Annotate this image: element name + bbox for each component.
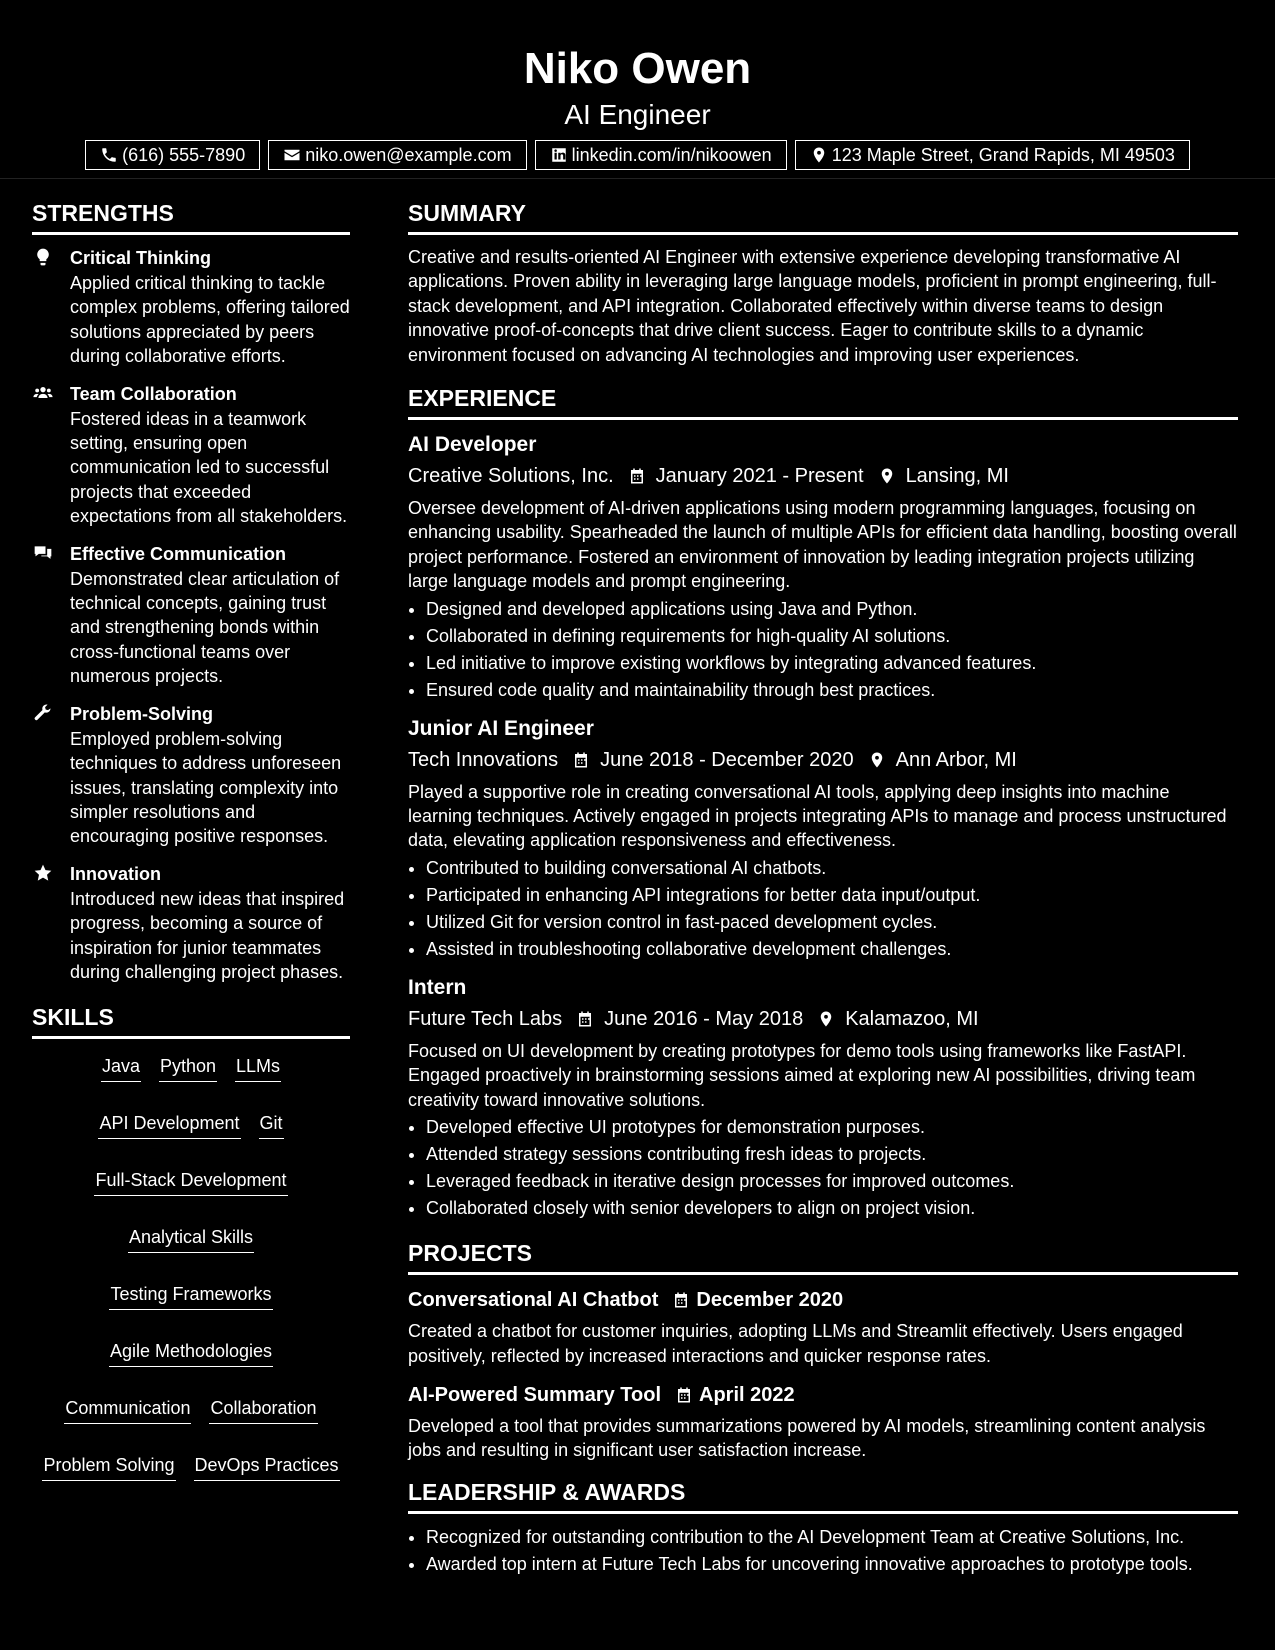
contact-linkedin[interactable] bbox=[535, 140, 787, 170]
list-item: • Awarded top intern at Future Tech Labs for uncovering innovative approaches to prototype tools. bbox=[426, 1551, 1238, 1578]
job-location: Kalamazoo, MI bbox=[845, 1007, 979, 1030]
job-meta bbox=[408, 1003, 1238, 1035]
calendar-icon bbox=[675, 1386, 693, 1404]
right-column bbox=[408, 196, 1238, 1578]
project-date: December 2020 bbox=[696, 1289, 844, 1312]
project-header bbox=[408, 1285, 1238, 1315]
skill-tag: Java bbox=[101, 1053, 141, 1082]
job-description: Oversee development of AI-driven applications using modern programming languages, focusing on enhancing usability. Spearheaded the launch of multiple APIs for efficient data handling, boosting overall project performance. Fostered an environment of innovation by leading integration projects utilizing large language models and prompt engineering. bbox=[408, 498, 1237, 592]
project-entry bbox=[408, 1380, 1238, 1463]
project-description: Developed a tool that provides summarizations powered by AI models, streamlining content analysis jobs and resulting in significant user satisfaction increase. bbox=[408, 1415, 1206, 1461]
strength-title: Problem-Solving bbox=[70, 703, 214, 724]
header-divider bbox=[0, 178, 1275, 179]
resume-header bbox=[0, 0, 1275, 170]
job-entry bbox=[408, 973, 1238, 1222]
skill-tag: Problem Solving bbox=[42, 1452, 175, 1481]
contact-phone[interactable] bbox=[85, 140, 260, 170]
list-item: • Designed and developed applications using Java and Python. bbox=[426, 596, 1238, 623]
map-pin-icon bbox=[878, 467, 896, 485]
project-date: April 2022 bbox=[699, 1383, 795, 1406]
job-company: Future Tech Labs bbox=[408, 1007, 563, 1030]
list-item: • Contributed to building conversational AI chatbots. bbox=[426, 855, 1238, 882]
job-location: Lansing, MI bbox=[905, 465, 1009, 488]
list-item: • Attended strategy sessions contributing fresh ideas to projects. bbox=[426, 1141, 1238, 1168]
lightbulb-icon bbox=[32, 247, 54, 267]
contact-phone-text: (616) 555-7890 bbox=[122, 145, 246, 165]
star-icon bbox=[32, 863, 54, 883]
job-bullets bbox=[408, 596, 1238, 704]
contact-email[interactable] bbox=[268, 140, 526, 170]
summary-text: Creative and results-oriented AI Engineer with extensive experience developing transformative AI applications. Proven ability in leveraging large language models, proficient in prompt engineering, full-stack development, and API integration. Collaborated effectively within diverse teams to design innovative proof-of-concepts that drive client success. Eager to contribute skills to a dynamic environment focused on advancing AI technologies and improving user experiences. bbox=[408, 247, 1217, 365]
strength-description: Fostered ideas in a teamwork setting, ensuring open communication led to successful projects that exceeded expectations from all stakeholders. bbox=[70, 408, 348, 527]
contact-email-text: niko.owen@example.com bbox=[305, 145, 512, 165]
strength-title: Team Collaboration bbox=[70, 383, 237, 404]
list-item: • Leveraged feedback in iterative design processes for improved outcomes. bbox=[426, 1168, 1238, 1195]
job-role: Junior AI Engineer bbox=[408, 716, 594, 740]
project-header bbox=[408, 1380, 1238, 1410]
job-bullets bbox=[408, 1114, 1238, 1222]
envelope-icon bbox=[283, 146, 301, 164]
job-entry bbox=[408, 714, 1238, 963]
list-item: • Led initiative to improve existing workflows by integrating advanced features. bbox=[426, 650, 1238, 677]
job-bullets bbox=[408, 855, 1238, 963]
list-item: • Recognized for outstanding contribution to the AI Development Team at Creative Solutions, Inc. bbox=[426, 1524, 1238, 1551]
job-meta bbox=[408, 460, 1238, 492]
calendar-icon bbox=[672, 1291, 690, 1309]
skill-tag: API Development bbox=[98, 1110, 240, 1139]
skill-tag: LLMs bbox=[235, 1053, 281, 1082]
skill-tag: Git bbox=[259, 1110, 284, 1139]
comments-icon bbox=[32, 543, 54, 563]
strength-description: Applied critical thinking to tackle complex problems, offering tailored solutions appreciated by peers during collaborative efforts. bbox=[70, 273, 350, 367]
wrench-icon bbox=[32, 703, 54, 723]
project-title: AI-Powered Summary Tool bbox=[408, 1383, 662, 1406]
left-column bbox=[32, 196, 350, 1481]
contact-bar bbox=[0, 140, 1275, 170]
job-role: Intern bbox=[408, 975, 467, 999]
skill-tag: Testing Frameworks bbox=[109, 1281, 272, 1310]
strength-item bbox=[32, 381, 350, 529]
skill-tag: Python bbox=[159, 1053, 217, 1082]
experience-heading: EXPERIENCE bbox=[408, 381, 1238, 420]
skills-heading: SKILLS bbox=[32, 1000, 350, 1039]
project-entry bbox=[408, 1285, 1238, 1368]
contact-address-text: 123 Maple Street, Grand Rapids, MI 49503 bbox=[831, 145, 1175, 165]
project-title: Conversational AI Chatbot bbox=[408, 1289, 659, 1312]
strength-description: Demonstrated clear articulation of technical concepts, gaining trust and strengthening bonds within cross-functional teams over numerous projects. bbox=[70, 568, 340, 687]
summary-heading: SUMMARY bbox=[408, 196, 1238, 235]
strength-item bbox=[32, 701, 350, 849]
strength-description: Employed problem-solving techniques to address unforeseen issues, translating complexity into simpler resolutions and encouraging positive responses. bbox=[70, 728, 342, 847]
job-entry bbox=[408, 430, 1238, 704]
map-pin-icon bbox=[810, 146, 828, 164]
job-description: Played a supportive role in creating conversational AI tools, applying deep insights into machine learning techniques. Actively engaged in projects integrating APIs to manage and process unstructured data, elevating application responsiveness and effectiveness. bbox=[408, 781, 1227, 851]
job-dates: June 2016 - May 2018 bbox=[604, 1007, 804, 1030]
awards-heading: LEADERSHIP & AWARDS bbox=[408, 1475, 1238, 1514]
linkedin-icon bbox=[550, 146, 568, 164]
awards-list bbox=[408, 1524, 1238, 1578]
strength-item bbox=[32, 245, 350, 369]
strength-item bbox=[32, 541, 350, 689]
phone-icon bbox=[100, 146, 118, 164]
list-item: • Utilized Git for version control in fast-paced development cycles. bbox=[426, 909, 1238, 936]
skill-tag: Agile Methodologies bbox=[109, 1338, 273, 1367]
contact-linkedin-text: linkedin.com/in/nikoowen bbox=[571, 145, 772, 165]
strengths-heading: STRENGTHS bbox=[32, 196, 350, 235]
job-company: Tech Innovations bbox=[408, 748, 559, 771]
list-item: • Assisted in troubleshooting collaborative development challenges. bbox=[426, 936, 1238, 963]
skill-tag: Analytical Skills bbox=[128, 1224, 254, 1253]
map-pin-icon bbox=[817, 1010, 835, 1028]
users-icon bbox=[32, 383, 54, 403]
skills-list bbox=[32, 1053, 350, 1481]
strength-title: Innovation bbox=[70, 863, 161, 884]
contact-address[interactable] bbox=[795, 140, 1190, 170]
job-title: AI Engineer bbox=[564, 99, 711, 130]
job-dates: January 2021 - Present bbox=[655, 465, 864, 488]
job-company: Creative Solutions, Inc. bbox=[408, 465, 614, 488]
job-dates: June 2018 - December 2020 bbox=[600, 748, 854, 771]
map-pin-icon bbox=[868, 751, 886, 769]
skill-tag: Communication bbox=[64, 1395, 191, 1424]
job-meta bbox=[408, 744, 1238, 776]
job-location: Ann Arbor, MI bbox=[895, 748, 1017, 771]
skill-tag: DevOps Practices bbox=[194, 1452, 340, 1481]
strength-description: Introduced new ideas that inspired progress, becoming a source of inspiration for junior teammates during challenging project phases. bbox=[70, 888, 345, 982]
projects-heading: PROJECTS bbox=[408, 1236, 1238, 1275]
calendar-icon bbox=[576, 1010, 594, 1028]
calendar-icon bbox=[572, 751, 590, 769]
job-role: AI Developer bbox=[408, 433, 537, 457]
skill-tag: Full-Stack Development bbox=[94, 1167, 287, 1196]
calendar-icon bbox=[628, 467, 646, 485]
list-item: • Ensured code quality and maintainability through best practices. bbox=[426, 677, 1238, 704]
strength-item bbox=[32, 861, 350, 985]
skill-tag: Collaboration bbox=[209, 1395, 317, 1424]
strength-title: Critical Thinking bbox=[70, 248, 212, 268]
candidate-name: Niko Owen bbox=[523, 44, 752, 93]
list-item: • Collaborated in defining requirements for high-quality AI solutions. bbox=[426, 623, 1238, 650]
strength-title: Effective Communication bbox=[70, 543, 287, 564]
list-item: • Participated in enhancing API integrations for better data input/output. bbox=[426, 882, 1238, 909]
job-description: Focused on UI development by creating prototypes for demo tools using frameworks like FastAPI. Engaged proactively in brainstorming sessions aimed at exploring new AI possibilities, driving team creativity toward innovative solutions. bbox=[408, 1040, 1196, 1110]
list-item: • Collaborated closely with senior developers to align on project vision. bbox=[426, 1195, 1238, 1222]
project-description: Created a chatbot for customer inquiries, adopting LLMs and Streamlit effectively. Users engaged positively, reflected by increased interactions and quicker response rates. bbox=[408, 1321, 1183, 1366]
list-item: • Developed effective UI prototypes for demonstration purposes. bbox=[426, 1114, 1238, 1141]
